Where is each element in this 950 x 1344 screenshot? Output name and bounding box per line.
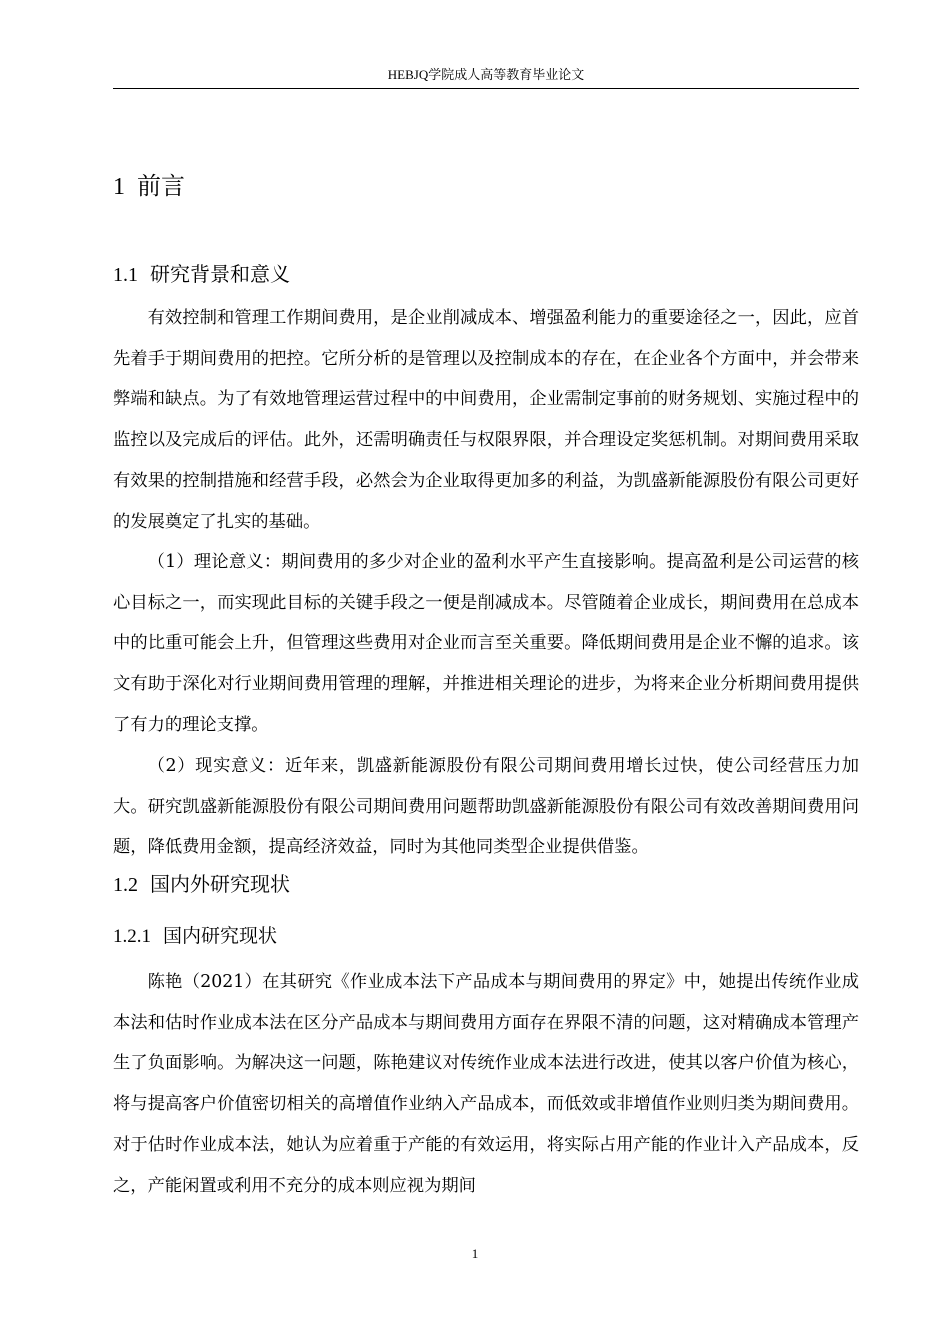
subsection-title: 国内研究现状 (163, 925, 278, 947)
chapter-number: 1 (113, 174, 125, 200)
subsection-heading-1-2-1 (113, 921, 277, 948)
paragraph-theoretical-significance: （1）理论意义：期间费用的多少对企业的盈利水平产生直接影响。提高盈利是公司运营的核心目标之一，而实现此目标的关键手段之一便是削减成本。尽管随着企业成长，期间费用在总成本中的比重可能会上升，但管理这些费用对企业而言至关重要。降低期间费用是企业不懈的追求。该文有助于深化对行业期间费用管理的理解，并推进相关理论的进步，为将来企业分析期间费用提供了有力的理论支撑。 (113, 552, 859, 735)
section-heading-1-1 (113, 258, 290, 287)
chapter-title: 前言 (137, 172, 185, 200)
running-header: HEBJQ学院成人高等教育毕业论文 (387, 67, 585, 82)
header-divider (113, 88, 859, 89)
chapter-heading (113, 166, 185, 201)
page-number: 1 (471, 1246, 479, 1261)
subsection-number: 1.2.1 (113, 926, 151, 947)
section-number: 1.1 (113, 264, 138, 286)
paragraph-domestic-research: 陈艳（2021）在其研究《作业成本法下产品成本与期间费用的界定》中，她提出传统作业成本法和估时作业成本法在区分产品成本与期间费用方面存在界限不清的问题，这对精确成本管理产生了负面影响。为解决这一问题，陈艳建议对传统作业成本法进行改进，使其以客户价值为核心，将与提高客户价值密切相关的高增值作业纳入产品成本，而低效或非增值作业则归类为期间费用。对于估时作业成本法，她认为应着重于产能的有效运用，将实际占用产能的作业计入产品成本，反之，产能闲置或利用不充分的成本则应视为期间 (113, 972, 859, 1196)
paragraph-background: 有效控制和管理工作期间费用，是企业削减成本、增强盈利能力的重要途径之一，因此，应首先着手于期间费用的把控。它所分析的是管理以及控制成本的存在，在企业各个方面中，并会带来弊端和缺点。为了有效地管理运营过程中的中间费用，企业需制定事前的财务规划、实施过程中的监控以及完成后的评估。此外，还需明确责任与权限界限，并合理设定奖惩机制。对期间费用采取有效果的控制措施和经营手段，必然会为企业取得更加多的利益，为凯盛新能源股份有限公司更好的发展奠定了扎实的基础。 (113, 308, 859, 532)
section-number: 1.2 (113, 874, 138, 896)
section-title: 国内外研究现状 (150, 872, 290, 896)
paragraph-practical-significance: （2）现实意义：近年来，凯盛新能源股份有限公司期间费用增长过快，使公司经营压力加大。研究凯盛新能源股份有限公司期间费用问题帮助凯盛新能源股份有限公司有效改善期间费用问题，降低费用金额，提高经济效益，同时为其他同类型企业提供借鉴。 (113, 756, 859, 858)
section-heading-1-2 (113, 868, 290, 897)
section-title: 研究背景和意义 (150, 262, 290, 286)
